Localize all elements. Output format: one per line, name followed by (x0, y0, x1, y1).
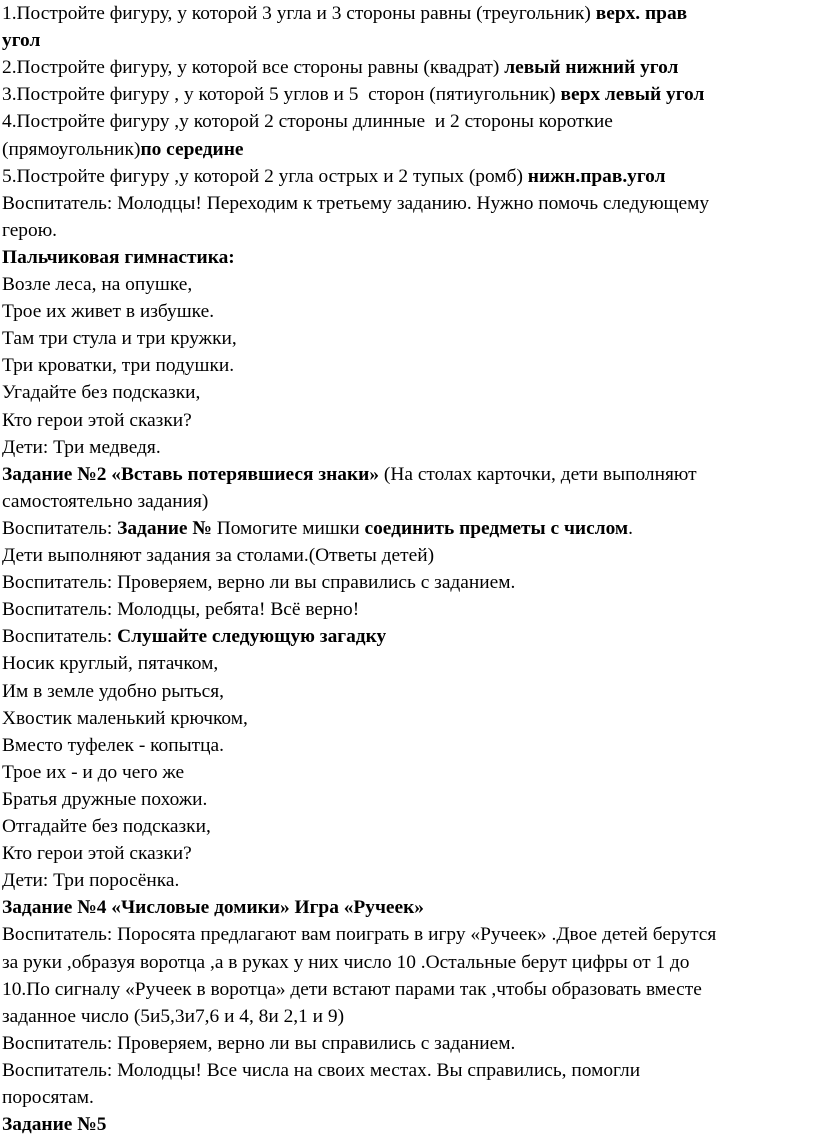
text-run: Вместо туфелек - копытца. (2, 734, 224, 756)
text-run: Три кроватки, три подушки. (2, 355, 235, 377)
text-line (2, 407, 192, 435)
text-line (2, 921, 716, 949)
text-line (2, 54, 678, 82)
text-line (2, 786, 207, 814)
text-line (2, 298, 214, 326)
text-line (2, 1084, 94, 1112)
text-run: 5.Постройте фигуру ,у которой 2 угла острых и 2 тупых (ромб) (2, 165, 528, 187)
bold-text: Пальчиковая гимнастика: (2, 246, 235, 268)
text-line (2, 1003, 344, 1031)
bold-text: Задание № (117, 517, 217, 539)
bold-text: Задание №2 «Вставь потерявшиеся знаки» (2, 463, 380, 485)
bold-text: верх. прав (595, 3, 688, 24)
text-line (2, 1030, 515, 1058)
text-run: Братья дружные похожи. (2, 788, 208, 810)
text-line (2, 623, 386, 651)
bold-text: Задание №4 «Числовые домики» Игра «Ручеек» (2, 897, 424, 919)
text-line (2, 894, 424, 922)
text-run: (На столах карточки, дети выполняют (379, 463, 697, 485)
text-run: Воспитатель: (2, 517, 118, 539)
text-run: 4.Постройте фигуру ,у которой 2 стороны длинные и 2 стороны короткие (2, 111, 613, 133)
text-line (2, 271, 192, 299)
bold-text: соединить предметы с числом (364, 517, 629, 539)
text-run: 2.Постройте фигуру, у которой все стороны равны (квадрат) (2, 57, 505, 79)
text-run: Кто герои этой сказки? (2, 843, 192, 865)
text-run: Возле леса, на опушке, (2, 274, 193, 295)
text-run: самостоятельно задания) (2, 490, 209, 512)
text-line (2, 732, 224, 760)
text-run: Трое их - и до чего же (2, 761, 185, 783)
bold-text: Задание №5 (2, 1114, 107, 1136)
text-run: Воспитатель: Молодцы! Переходим к третьему заданию. Нужно помочь следующему (2, 192, 710, 214)
text-line (2, 759, 184, 787)
text-line (2, 27, 40, 55)
text-line (2, 163, 666, 191)
text-run: Отгадайте без подсказки, (2, 816, 211, 837)
text-run: Воспитатель: Проверяем, верно ли вы справились с заданием. (2, 572, 516, 594)
bold-text: верх левый угол (560, 84, 705, 106)
text-run: Хвостик маленький крючком, (2, 707, 248, 729)
text-line (2, 515, 633, 543)
text-run: герою. (2, 219, 58, 241)
text-run: Дети выполняют задания за столами.(Ответы детей) (2, 545, 435, 566)
text-line (2, 434, 161, 462)
text-line (2, 569, 515, 597)
text-line (2, 244, 235, 272)
text-line (2, 596, 359, 624)
text-run: Трое их живет в избушке. (2, 301, 215, 323)
text-line (2, 813, 211, 841)
text-run: Воспитатель: Поросята предлагают вам поиграть в игру «Ручеек» .Двое детей берутся (2, 924, 717, 946)
text-line (2, 190, 709, 218)
text-line (2, 488, 208, 516)
text-run: Дети: Три медведя. (2, 436, 161, 458)
text-line (2, 217, 57, 245)
text-line (2, 379, 200, 407)
text-line (2, 1057, 640, 1085)
text-run: Дети: Три поросёнка. (2, 870, 180, 892)
text-line (2, 1111, 106, 1139)
text-line (2, 81, 704, 109)
text-line (2, 867, 179, 895)
text-line (2, 461, 697, 489)
bold-text: угол (2, 30, 41, 52)
text-line (2, 108, 613, 136)
text-line (2, 136, 244, 164)
text-line (2, 352, 234, 380)
text-run: Им в земле удобно рыться, (2, 680, 225, 702)
text-run: Воспитатель: (2, 626, 118, 648)
bold-text: левый нижний угол (504, 57, 679, 79)
text-run: . (628, 517, 633, 539)
text-run: Помогите мишки (216, 517, 365, 539)
text-run: Кто герои этой сказки? (2, 409, 192, 431)
text-run: Угадайте без подсказки, (2, 382, 201, 404)
text-run: Носик круглый, пятачком, (2, 653, 219, 675)
text-line (2, 949, 690, 977)
text-run: Там три стула и три кружки, (2, 328, 237, 350)
text-run: Воспитатель: Молодцы! Все числа на своих местах. Вы справились, помогли (2, 1059, 641, 1081)
bold-text: по середине (140, 138, 244, 160)
text-line (2, 325, 237, 353)
text-line (2, 650, 218, 678)
bold-text: нижн.прав.угол (527, 165, 666, 187)
text-run: (прямоугольник) (2, 138, 141, 160)
text-line (2, 678, 224, 706)
text-line (2, 542, 434, 570)
text-run: 3.Постройте фигуру , у которой 5 углов и 5 сторон (пятиугольник) (2, 84, 561, 106)
text-line (2, 705, 248, 733)
text-line (2, 0, 687, 28)
text-run: 1.Постройте фигуру, у которой 3 угла и 3 стороны равны (треугольник) (2, 3, 596, 24)
text-run: за руки ,образуя воротца ,а в руках у них число 10 .Остальные берут цифры от 1 до (2, 951, 690, 973)
text-line (2, 840, 192, 868)
text-run: заданное число (5и5,3и7,6 и 4, 8и 2,1 и 9) (2, 1005, 345, 1027)
text-run: Воспитатель: Молодцы, ребята! Всё верно! (2, 599, 360, 621)
text-run: поросятам. (2, 1087, 94, 1108)
bold-text: Слушайте следующую загадку (117, 626, 387, 648)
text-run: 10.По сигналу «Ручеек в воротца» дети встают парами так ,чтобы образовать вместе (2, 978, 702, 1000)
text-line (2, 976, 702, 1004)
text-run: Воспитатель: Проверяем, верно ли вы справились с заданием. (2, 1032, 516, 1054)
